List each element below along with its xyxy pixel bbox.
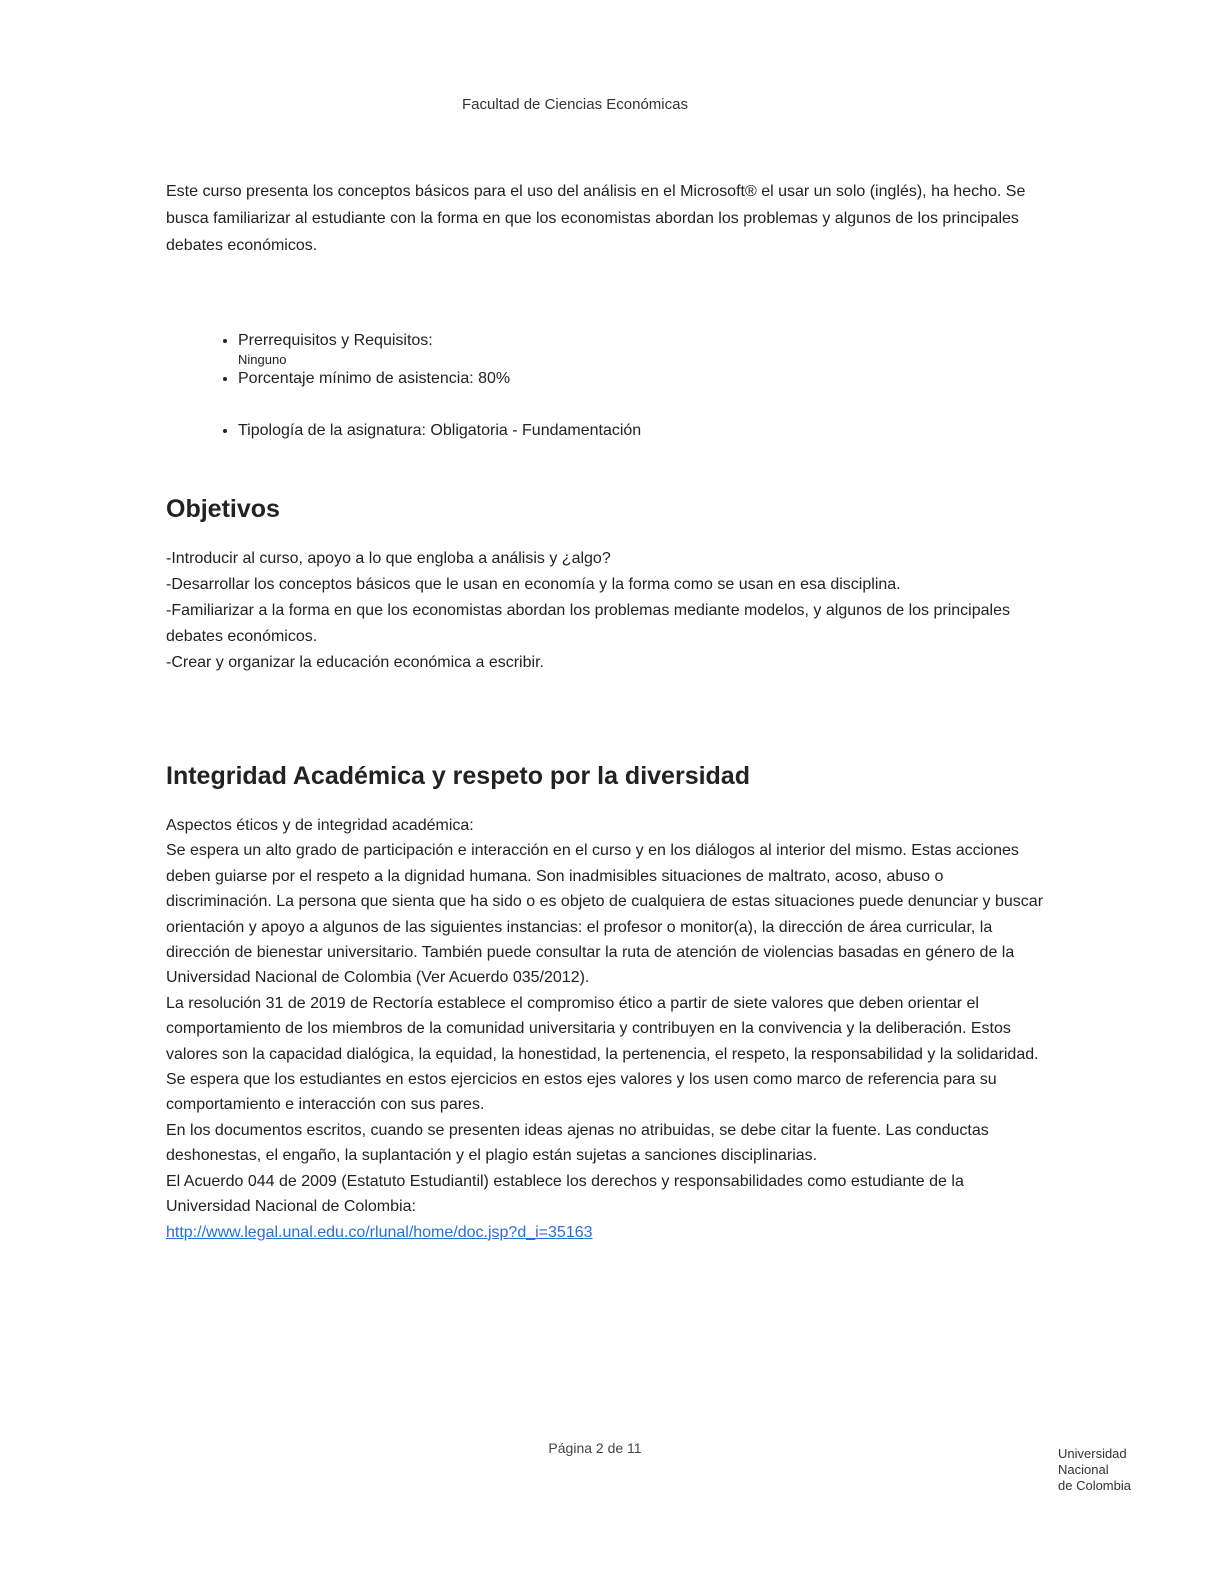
logo-line: de Colombia (1058, 1478, 1131, 1493)
university-logo (1058, 1446, 1168, 1494)
list-item (238, 367, 1046, 391)
list-item (238, 329, 1046, 367)
objectives-text: -Introducir al curso, apoyo a lo que engloba a análisis y ¿algo? -Desarrollar los conceptos básicos que le usan en economía y la forma como se usan en esa disciplina. -Familiarizar a la forma en que los economistas abordan los problemas mediante modelos, y algunos de los principales debates económicos. -Crear y organizar la educación económica a escribir. (166, 550, 1010, 671)
logo-line: Nacional (1058, 1462, 1109, 1477)
integrity-heading: Integridad Académica y respeto por la diversidad (166, 762, 750, 790)
statute-link[interactable]: http://www.legal.unal.edu.co/rlunal/home/doc.jsp?d_i=35163 (166, 1223, 593, 1241)
requirements-list (166, 329, 1046, 443)
intro-paragraph: Este curso presenta los conceptos básicos para el uso del análisis en el Microsoft® el usar un solo (inglés), ha hecho. Se busca familiarizar al estudiante con la forma en que los economistas abordan los problemas y algunos de los principales debates económicos. (166, 183, 1026, 254)
objectives-heading: Objetivos (166, 495, 280, 523)
list-item (238, 419, 1046, 443)
logo-line: Universidad (1058, 1446, 1127, 1461)
requirement-label: Prerrequisitos y Requisitos: (238, 332, 433, 349)
requirement-sub: Ninguno (238, 352, 287, 367)
page-number: Página 2 de 11 (548, 1440, 642, 1456)
integrity-text: Aspectos éticos y de integridad académica: Se espera un alto grado de participación e interacción en el curso y en los diálogos al interior del mismo. Estas acciones deben guiarse por el respeto a la dignidad humana. Son inadmisibles situaciones de maltrato, acoso, abuso o discriminación. La persona que sienta que ha sido o es objeto de cualquiera de estas situaciones puede denunciar y buscar orientación y apoyo a algunos de las siguientes instancias: el profesor o monitor(a), la dirección de área curricular, la dirección de bienestar universitario. También puede consultar la ruta de atención de violencias basadas en género de la Universidad Nacional de Colombia (Ver Acuerdo 035/2012). La resolución 31 de 2019 de Rectoría establece el compromiso ético a partir de siete valores que deben orientar el comportamiento de los miembros de la comunidad universitaria y contribuyen en la convivencia y la deliberación. Estos valores son la capacidad dialógica, la equidad, la honestidad, la pertenencia, el respeto, la responsabilidad y la solidaridad. Se espera que los estudiantes en estos ejercicios en estos ejes valores y los usen como marco de referencia para su comportamiento e interacción con sus pares. En los documentos escritos, cuando se presenten ideas ajenas no atribuidas, se debe citar la fuente. Las conductas deshonestas, el engaño, la suplantación y el plagio están sujetas a sanciones disciplinarias. El Acuerdo 044 de 2009 (Estatuto Estudiantil) establece los derechos y responsabilidades como estudiante de la Universidad Nacional de Colombia: (166, 817, 1044, 1216)
requirement-label: Tipología de la asignatura: Obligatoria - Fundamentación (238, 422, 642, 439)
requirement-label: Porcentaje mínimo de asistencia: 80% (238, 370, 511, 387)
document-body (166, 178, 1046, 1246)
page-header: Facultad de Ciencias Económicas (462, 96, 688, 113)
